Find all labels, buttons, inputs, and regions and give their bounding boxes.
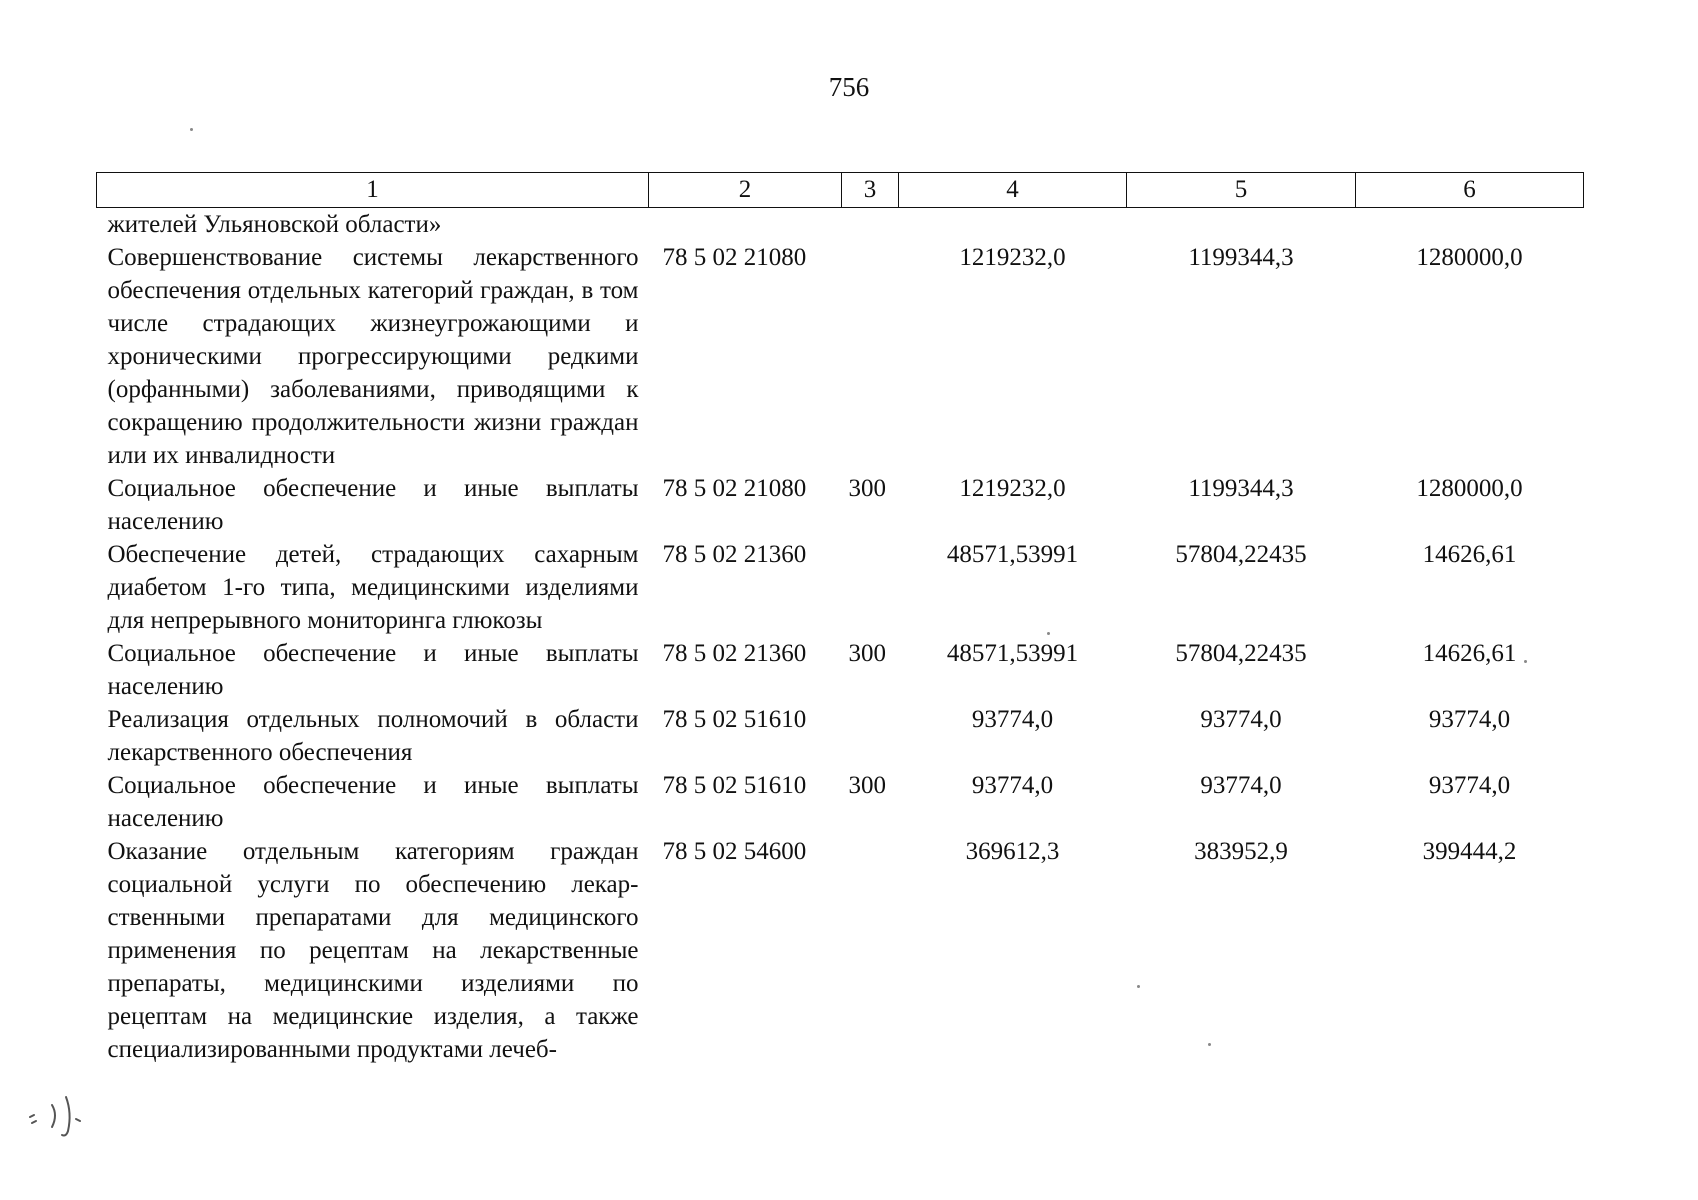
row-code: 78 5 02 21360 (662, 541, 807, 568)
margin-scribble-icon (22, 1085, 88, 1141)
row-code: 78 5 02 51610 (662, 772, 807, 799)
row-value-5: 93774,0 (1200, 772, 1282, 799)
table-row (97, 538, 1584, 637)
row-type (842, 538, 899, 637)
row-value-6: 399444,2 (1422, 838, 1517, 865)
row-value-4: 48571,53991 (946, 640, 1079, 667)
row-code: 78 5 02 21080 (662, 244, 807, 271)
table-row (97, 703, 1584, 769)
row-value-6: 14626,61 (1422, 640, 1517, 667)
row-name: Совершенствование системы лекарственного обеспечения отдельных категорий граждан, в том числе страдающих жизнеугрожающими и хроническими прогрессирующими редкими (орфанными) заболеваниями, приводящими к сокращению продолжительности жизни граждан или их инвалидности (107, 244, 639, 469)
row-code: 78 5 02 51610 (662, 706, 807, 733)
row-code: 78 5 02 54600 (662, 838, 807, 865)
row-type (842, 208, 899, 242)
row-value-6: 14626,61 (1422, 541, 1517, 568)
page-number: 756 (828, 72, 870, 102)
row-value-4 (899, 208, 1127, 242)
table-row (97, 472, 1584, 538)
row-value-4: 369612,3 (965, 838, 1060, 865)
column-header: 6 (1356, 173, 1584, 208)
row-value-6: 93774,0 (1428, 772, 1511, 799)
row-value-5: 57804,22435 (1175, 640, 1307, 667)
row-value-6: 1280000,0 (1416, 475, 1523, 502)
row-name: жителей Ульяновской области» (107, 211, 442, 238)
budget-table (96, 172, 1584, 1066)
row-type (842, 703, 899, 769)
row-value-4: 93774,0 (971, 706, 1054, 733)
column-header: 4 (899, 173, 1127, 208)
column-header: 1 (97, 173, 649, 208)
row-value-5 (1127, 208, 1356, 242)
column-header: 2 (649, 173, 842, 208)
row-value-4: 48571,53991 (946, 541, 1079, 568)
row-value-5: 93774,0 (1200, 706, 1282, 733)
row-value-6: 93774,0 (1428, 706, 1511, 733)
row-value-6 (1356, 208, 1584, 242)
row-name: Социальное обеспечение и иные выплаты населению (107, 640, 639, 700)
row-name: Социальное обеспечение и иные выплаты населению (107, 475, 639, 535)
row-value-5: 1199344,3 (1188, 475, 1294, 502)
table-row (97, 769, 1584, 835)
row-code: 78 5 02 21360 (662, 640, 807, 667)
header-row (97, 173, 1584, 208)
table-row (97, 637, 1584, 703)
scan-speck (190, 128, 193, 131)
row-value-5: 57804,22435 (1175, 541, 1307, 568)
row-name: Оказание отдельным категориям граждан социальной услуги по обеспечению лекарственными препаратами для медицинского применения по рецептам на лекарственные препараты, медицинскими изделиями по рецептам на медицинские изделия, а также специализированными продуктами лечеб- (107, 838, 639, 1063)
row-type (842, 241, 899, 472)
column-header: 5 (1127, 173, 1356, 208)
table-row (97, 835, 1584, 1066)
row-value-6: 1280000,0 (1416, 244, 1523, 271)
column-header: 3 (842, 173, 899, 208)
row-name: Обеспечение детей, страдающих сахарным диабетом 1-го типа, медицинскими изделиями для непрерывного мониторинга глюкозы (107, 541, 639, 634)
row-name: Реализация отдельных полномочий в области лекарственного обеспечения (107, 706, 639, 766)
row-code (649, 208, 842, 242)
row-type: 300 (848, 772, 886, 799)
row-code: 78 5 02 21080 (662, 475, 807, 502)
row-value-5: 383952,9 (1194, 838, 1288, 865)
row-value-4: 93774,0 (971, 772, 1054, 799)
row-type (842, 835, 899, 1066)
row-name: Социальное обеспечение и иные выплаты населению (107, 772, 639, 832)
row-value-5: 1199344,3 (1188, 244, 1294, 271)
row-type: 300 (848, 640, 886, 667)
table-row (97, 208, 1584, 242)
row-value-4: 1219232,0 (959, 475, 1066, 502)
row-type: 300 (848, 475, 886, 502)
row-value-4: 1219232,0 (959, 244, 1066, 271)
table-row (97, 241, 1584, 472)
